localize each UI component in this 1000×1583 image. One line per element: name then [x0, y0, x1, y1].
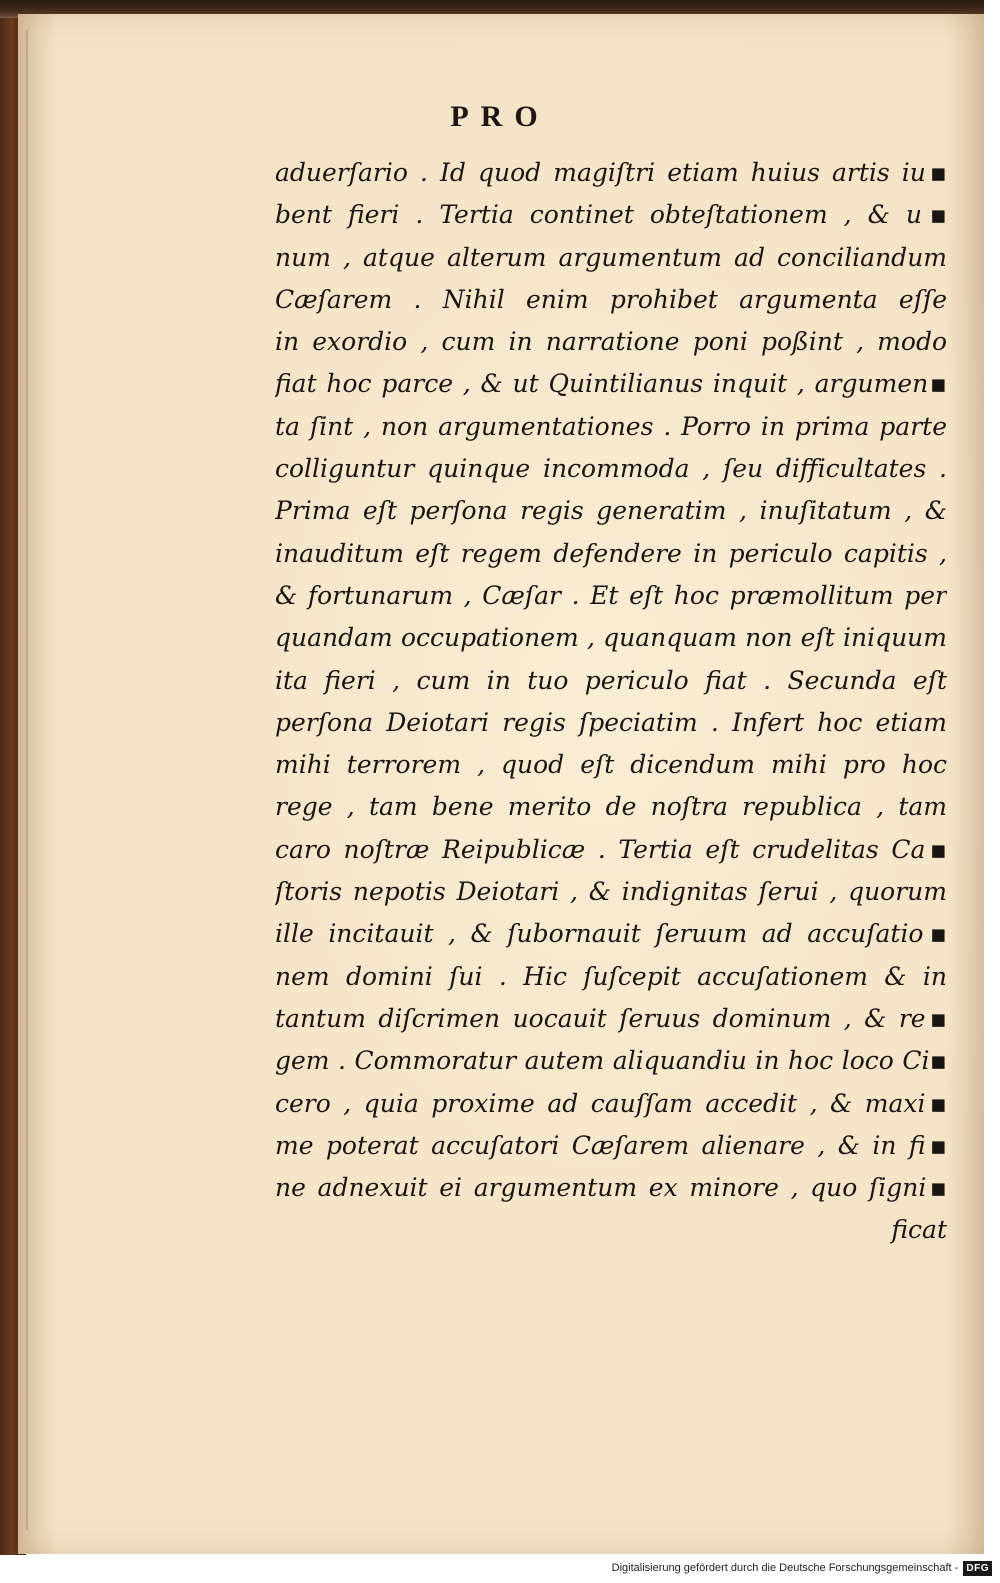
right-margin-background [984, 0, 1000, 1555]
digitization-footer [612, 1556, 992, 1580]
text-line: me poterat accuſatori Cæſarem alienare , & in fi▪ [275, 1130, 947, 1160]
text-line: colliguntur quinque incommoda , ſeu difficultates . [275, 454, 947, 484]
footer-credit-text: Digitalisierung gefördert durch die Deutsche Forschungsgemeinschaft - [611, 1562, 959, 1574]
text-line: aduerſario . Id quod magiſtri etiam huius artis iu▪ [275, 158, 947, 187]
text-line: fiat hoc parce , & ut Quintilianus inquit , argumen▪ [275, 369, 947, 399]
text-line: ita fieri , cum in tuo periculo fiat . Secunda eſt [275, 665, 947, 695]
text-line: in exordio , cum in narratione poni poßint , modo [275, 327, 947, 357]
catchword: ficat [891, 1215, 947, 1245]
text-line: rege , tam bene merito de noſtra republica , tam [275, 792, 947, 822]
text-line: caro noſtræ Reipublicæ . Tertia eſt crudelitas Ca▪ [275, 834, 947, 864]
text-line: tantum diſcrimen uocauit ſeruus dominum , & re▪ [275, 1003, 947, 1033]
text-line: nem domini ſui . Hic ſuſcepit accuſationem & in [275, 961, 947, 991]
running-head: PRO [450, 100, 550, 133]
text-line: & fortunarum , Cæſar . Et eſt hoc præmollitum per [275, 580, 947, 610]
text-line: num , atque alterum argumentum ad conciliandum [275, 242, 947, 272]
text-line: perſona Deiotari regis ſpeciatim . Infert hoc etiam [275, 707, 947, 737]
text-line: ſtoris nepotis Deiotari , & indignitas ſerui , quorum [275, 877, 947, 907]
text-line: cero , quia proxime ad cauſſam accedit , & maxi▪ [275, 1088, 947, 1118]
dfg-logo: DFG [963, 1561, 992, 1576]
text-line: Cæſarem . Nihil enim prohibet argumenta eſſe [275, 284, 947, 314]
text-line: ille incitauit , & ſubornauit ſeruum ad accuſatio▪ [275, 919, 947, 949]
text-line: quandam occupationem , quanquam non eſt iniquum [275, 623, 947, 653]
text-line: gem . Commoratur autem aliquandiu in hoc loco Ci▪ [275, 1046, 947, 1076]
text-line: Prima eſt perſona regis generatim , inuſitatum , & [275, 496, 947, 526]
page-gutter-line [26, 30, 28, 1530]
text-line: ta ſint , non argumentationes . Porro in prima parte [275, 411, 947, 441]
text-line: mihi terrorem , quod eſt dicendum mihi pro hoc [275, 750, 947, 780]
text-line: bent fieri . Tertia continet obteſtationem , & u▪ [275, 200, 947, 230]
body-text [275, 152, 947, 1252]
text-line: ne adnexuit ei argumentum ex minore , quo ſigni▪ [275, 1173, 947, 1203]
text-line: inauditum eſt regem defendere in periculo capitis , [275, 538, 947, 568]
